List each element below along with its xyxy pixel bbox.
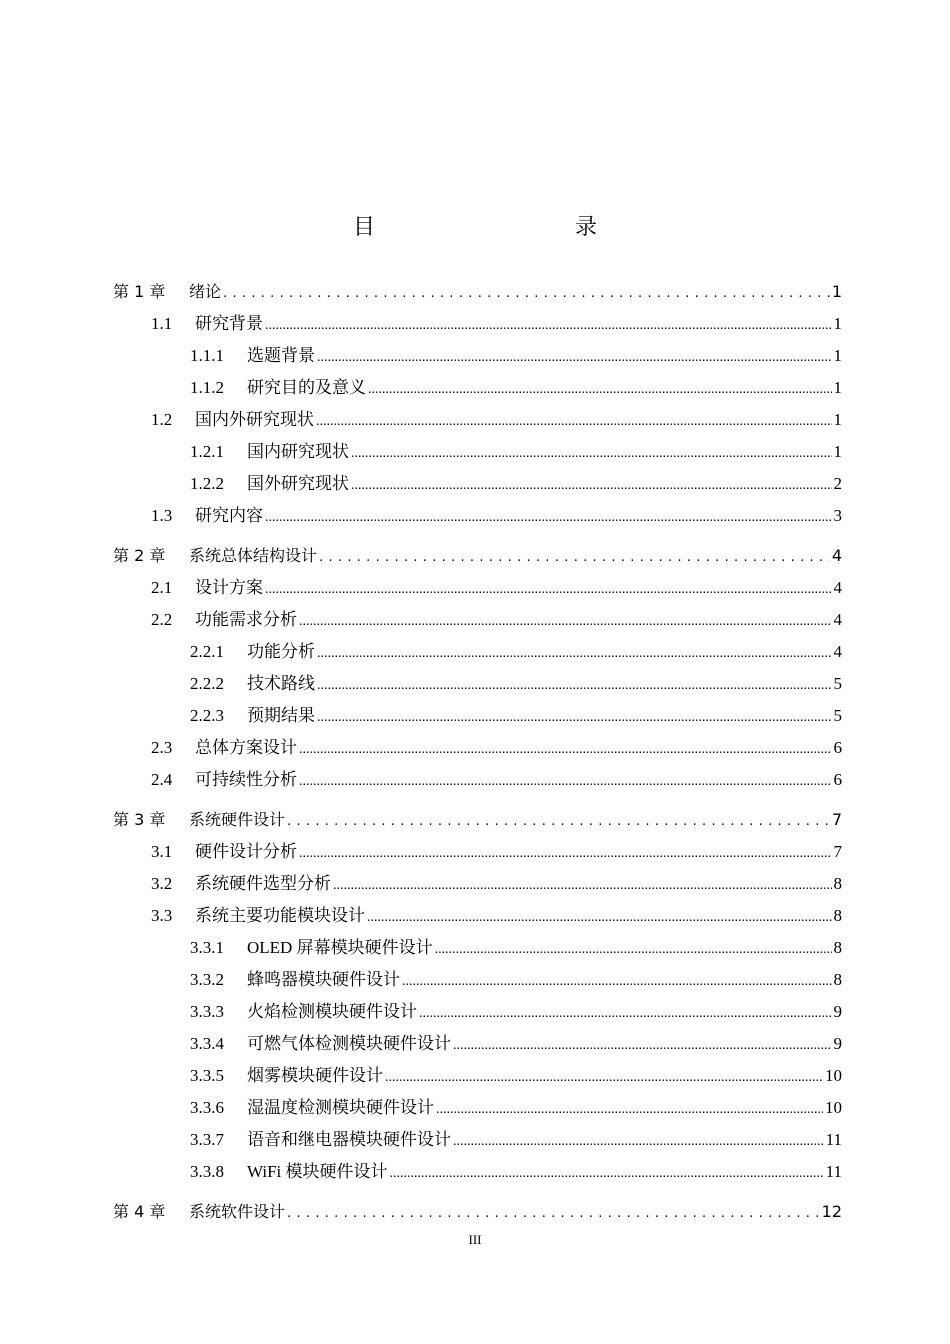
toc-entry-number: 第 2 章: [113, 546, 166, 565]
toc-entry-title: 功能需求分析: [195, 610, 297, 629]
toc-entry-title: OLED 屏幕模块硬件设计: [247, 938, 433, 957]
toc-entry[interactable]: [113, 732, 842, 764]
toc-entry[interactable]: [113, 1124, 842, 1156]
toc-entry-title: 系统总体结构设计: [189, 546, 318, 565]
toc-entry-number: 3.3.8: [190, 1162, 224, 1181]
toc-chapter-entry[interactable]: [113, 1196, 842, 1228]
toc-entry-title: 设计方案: [195, 578, 263, 597]
toc-entry-title: 湿温度检测模块硬件设计: [247, 1098, 434, 1117]
toc-entry-title: 可持续性分析: [195, 770, 297, 789]
toc-entry-page: 1: [833, 442, 842, 461]
toc-entry-number: 第 3 章: [113, 810, 166, 829]
toc-entry[interactable]: [113, 308, 842, 340]
toc-entry-number: 第 1 章: [113, 282, 166, 301]
toc-entry-page: 1: [831, 282, 842, 301]
toc-entry-page: 1: [833, 410, 842, 429]
toc-entry[interactable]: [113, 572, 842, 604]
toc-entry-title: 系统软件设计: [189, 1202, 286, 1221]
toc-entry-title: 火焰检测模块硬件设计: [247, 1002, 417, 1021]
toc-entry-number: 3.3.2: [190, 970, 224, 989]
toc-entry-number: 2.2.2: [190, 674, 224, 693]
dot-leader: [287, 1196, 820, 1228]
toc-entry-number: 1.3: [151, 506, 173, 525]
toc-entry-title: 国内研究现状: [247, 442, 349, 461]
toc-entry-page: 4: [833, 578, 842, 597]
dot-leader: [385, 1060, 823, 1092]
toc-entry-number: 1.2: [151, 410, 173, 429]
dot-leader: [299, 836, 832, 868]
dot-leader: [419, 996, 832, 1028]
dot-leader: [265, 308, 832, 340]
toc-entry-page: 5: [833, 674, 842, 693]
toc-entry-page: 7: [833, 842, 842, 861]
toc-entry-number: 1.2.1: [190, 442, 224, 461]
toc-entry-number: 2.2.3: [190, 706, 224, 725]
dot-leader: [436, 1092, 823, 1124]
table-of-contents: [113, 276, 842, 1228]
toc-entry-title: 国内外研究现状: [195, 410, 314, 429]
toc-entry-number: 2.3: [151, 738, 173, 757]
toc-entry-title: 绪论: [189, 282, 222, 301]
toc-entry[interactable]: [113, 1092, 842, 1124]
toc-entry-page: 2: [833, 474, 842, 493]
dot-leader: [316, 404, 832, 436]
dot-leader: [351, 468, 832, 500]
toc-entry-page: 5: [833, 706, 842, 725]
toc-chapter-entry[interactable]: [113, 804, 842, 836]
toc-entry-number: 3.1: [151, 842, 173, 861]
toc-entry[interactable]: [113, 636, 842, 668]
page-number-footer: III: [468, 1232, 482, 1247]
toc-entry-title: 蜂鸣器模块硬件设计: [247, 970, 400, 989]
toc-entry-title: 总体方案设计: [195, 738, 297, 757]
toc-entry-number: 1.1: [151, 314, 173, 333]
toc-entry[interactable]: [113, 436, 842, 468]
toc-entry-title: 选题背景: [247, 346, 315, 365]
toc-entry-title: 技术路线: [247, 674, 315, 693]
toc-chapter-entry[interactable]: [113, 540, 842, 572]
toc-entry[interactable]: [113, 900, 842, 932]
toc-entry-page: 4: [831, 546, 842, 565]
toc-entry[interactable]: [113, 404, 842, 436]
toc-entry-title: 研究内容: [195, 506, 263, 525]
dot-leader: [390, 1156, 824, 1188]
toc-entry-title: 国外研究现状: [247, 474, 349, 493]
toc-entry-page: 1: [833, 378, 842, 397]
dot-leader: [317, 668, 832, 700]
toc-entry-number: 第 4 章: [113, 1202, 166, 1221]
dot-leader: [333, 868, 832, 900]
toc-entry-number: 3.3.5: [190, 1066, 224, 1085]
toc-entry-title: 预期结果: [247, 706, 315, 725]
dot-leader: [402, 964, 832, 996]
toc-entry-page: 4: [833, 642, 842, 661]
toc-entry-page: 10: [825, 1098, 842, 1117]
toc-entry-number: 3.3: [151, 906, 173, 925]
toc-entry-title: 可燃气体检测模块硬件设计: [247, 1034, 451, 1053]
toc-entry-number: 3.3.6: [190, 1098, 224, 1117]
dot-leader: [287, 804, 830, 836]
toc-entry-number: 2.2.1: [190, 642, 224, 661]
dot-leader: [265, 500, 832, 532]
toc-entry-title: 系统硬件设计: [189, 810, 286, 829]
toc-entry-page: 6: [833, 738, 842, 757]
toc-entry-title: WiFi 模块硬件设计: [247, 1162, 388, 1181]
toc-entry-page: 9: [833, 1034, 842, 1053]
toc-entry[interactable]: [113, 500, 842, 532]
toc-entry-page: 10: [825, 1066, 842, 1085]
dot-leader: [317, 340, 832, 372]
toc-entry-title: 系统硬件选型分析: [195, 874, 331, 893]
toc-entry[interactable]: [113, 764, 842, 796]
toc-entry-page: 12: [821, 1202, 842, 1221]
dot-leader: [351, 436, 832, 468]
toc-entry[interactable]: [113, 340, 842, 372]
toc-entry-number: 3.2: [151, 874, 173, 893]
dot-leader: [453, 1124, 824, 1156]
toc-entry[interactable]: [113, 996, 842, 1028]
toc-entry-number: 2.2: [151, 610, 173, 629]
toc-entry[interactable]: [113, 1060, 842, 1092]
dot-leader: [453, 1028, 832, 1060]
toc-entry-page: 1: [833, 346, 842, 365]
toc-entry[interactable]: [113, 700, 842, 732]
dot-leader: [317, 636, 832, 668]
toc-entry-page: 8: [833, 874, 842, 893]
toc-entry-page: 9: [833, 1002, 842, 1021]
dot-leader: [299, 764, 832, 796]
page-title: 目 录: [352, 215, 649, 240]
toc-entry-number: 1.1.1: [190, 346, 224, 365]
toc-entry-number: 1.2.2: [190, 474, 224, 493]
dot-leader: [299, 604, 832, 636]
toc-entry[interactable]: [113, 836, 842, 868]
toc-entry-number: 2.1: [151, 578, 173, 597]
dot-leader: [435, 932, 832, 964]
toc-entry-page: 11: [825, 1130, 842, 1149]
toc-entry-number: 1.1.2: [190, 378, 224, 397]
toc-entry-page: 1: [833, 314, 842, 333]
toc-entry-number: 3.3.3: [190, 1002, 224, 1021]
toc-entry[interactable]: [113, 932, 842, 964]
toc-entry-page: 3: [833, 506, 842, 525]
toc-entry-number: 3.3.7: [190, 1130, 224, 1149]
toc-entry-title: 功能分析: [247, 642, 315, 661]
toc-chapter-entry[interactable]: [113, 276, 842, 308]
toc-entry-page: 4: [833, 610, 842, 629]
toc-entry-title: 研究目的及意义: [247, 378, 366, 397]
toc-entry-page: 8: [833, 970, 842, 989]
toc-entry-number: 3.3.1: [190, 938, 224, 957]
toc-entry-number: 2.4: [151, 770, 173, 789]
toc-entry[interactable]: [113, 468, 842, 500]
toc-entry-page: 11: [825, 1162, 842, 1181]
toc-entry[interactable]: [113, 868, 842, 900]
dot-leader: [317, 700, 832, 732]
toc-entry-title: 系统主要功能模块设计: [195, 906, 365, 925]
dot-leader: [265, 572, 832, 604]
toc-entry-title: 语音和继电器模块硬件设计: [247, 1130, 451, 1149]
toc-entry[interactable]: [113, 668, 842, 700]
toc-entry-page: 6: [833, 770, 842, 789]
toc-entry[interactable]: [113, 964, 842, 996]
toc-entry-number: 3.3.4: [190, 1034, 224, 1053]
toc-entry-page: 8: [833, 906, 842, 925]
toc-entry[interactable]: [113, 1156, 842, 1188]
toc-entry-title: 研究背景: [195, 314, 263, 333]
toc-entry[interactable]: [113, 1028, 842, 1060]
dot-leader: [367, 900, 832, 932]
toc-entry[interactable]: [113, 372, 842, 404]
toc-entry-page: 8: [833, 938, 842, 957]
dot-leader: [368, 372, 832, 404]
toc-entry[interactable]: [113, 604, 842, 636]
dot-leader: [223, 276, 830, 308]
toc-entry-page: 7: [831, 810, 842, 829]
toc-entry-title: 烟雾模块硬件设计: [247, 1066, 383, 1085]
dot-leader: [319, 540, 830, 572]
dot-leader: [299, 732, 832, 764]
toc-entry-title: 硬件设计分析: [195, 842, 297, 861]
